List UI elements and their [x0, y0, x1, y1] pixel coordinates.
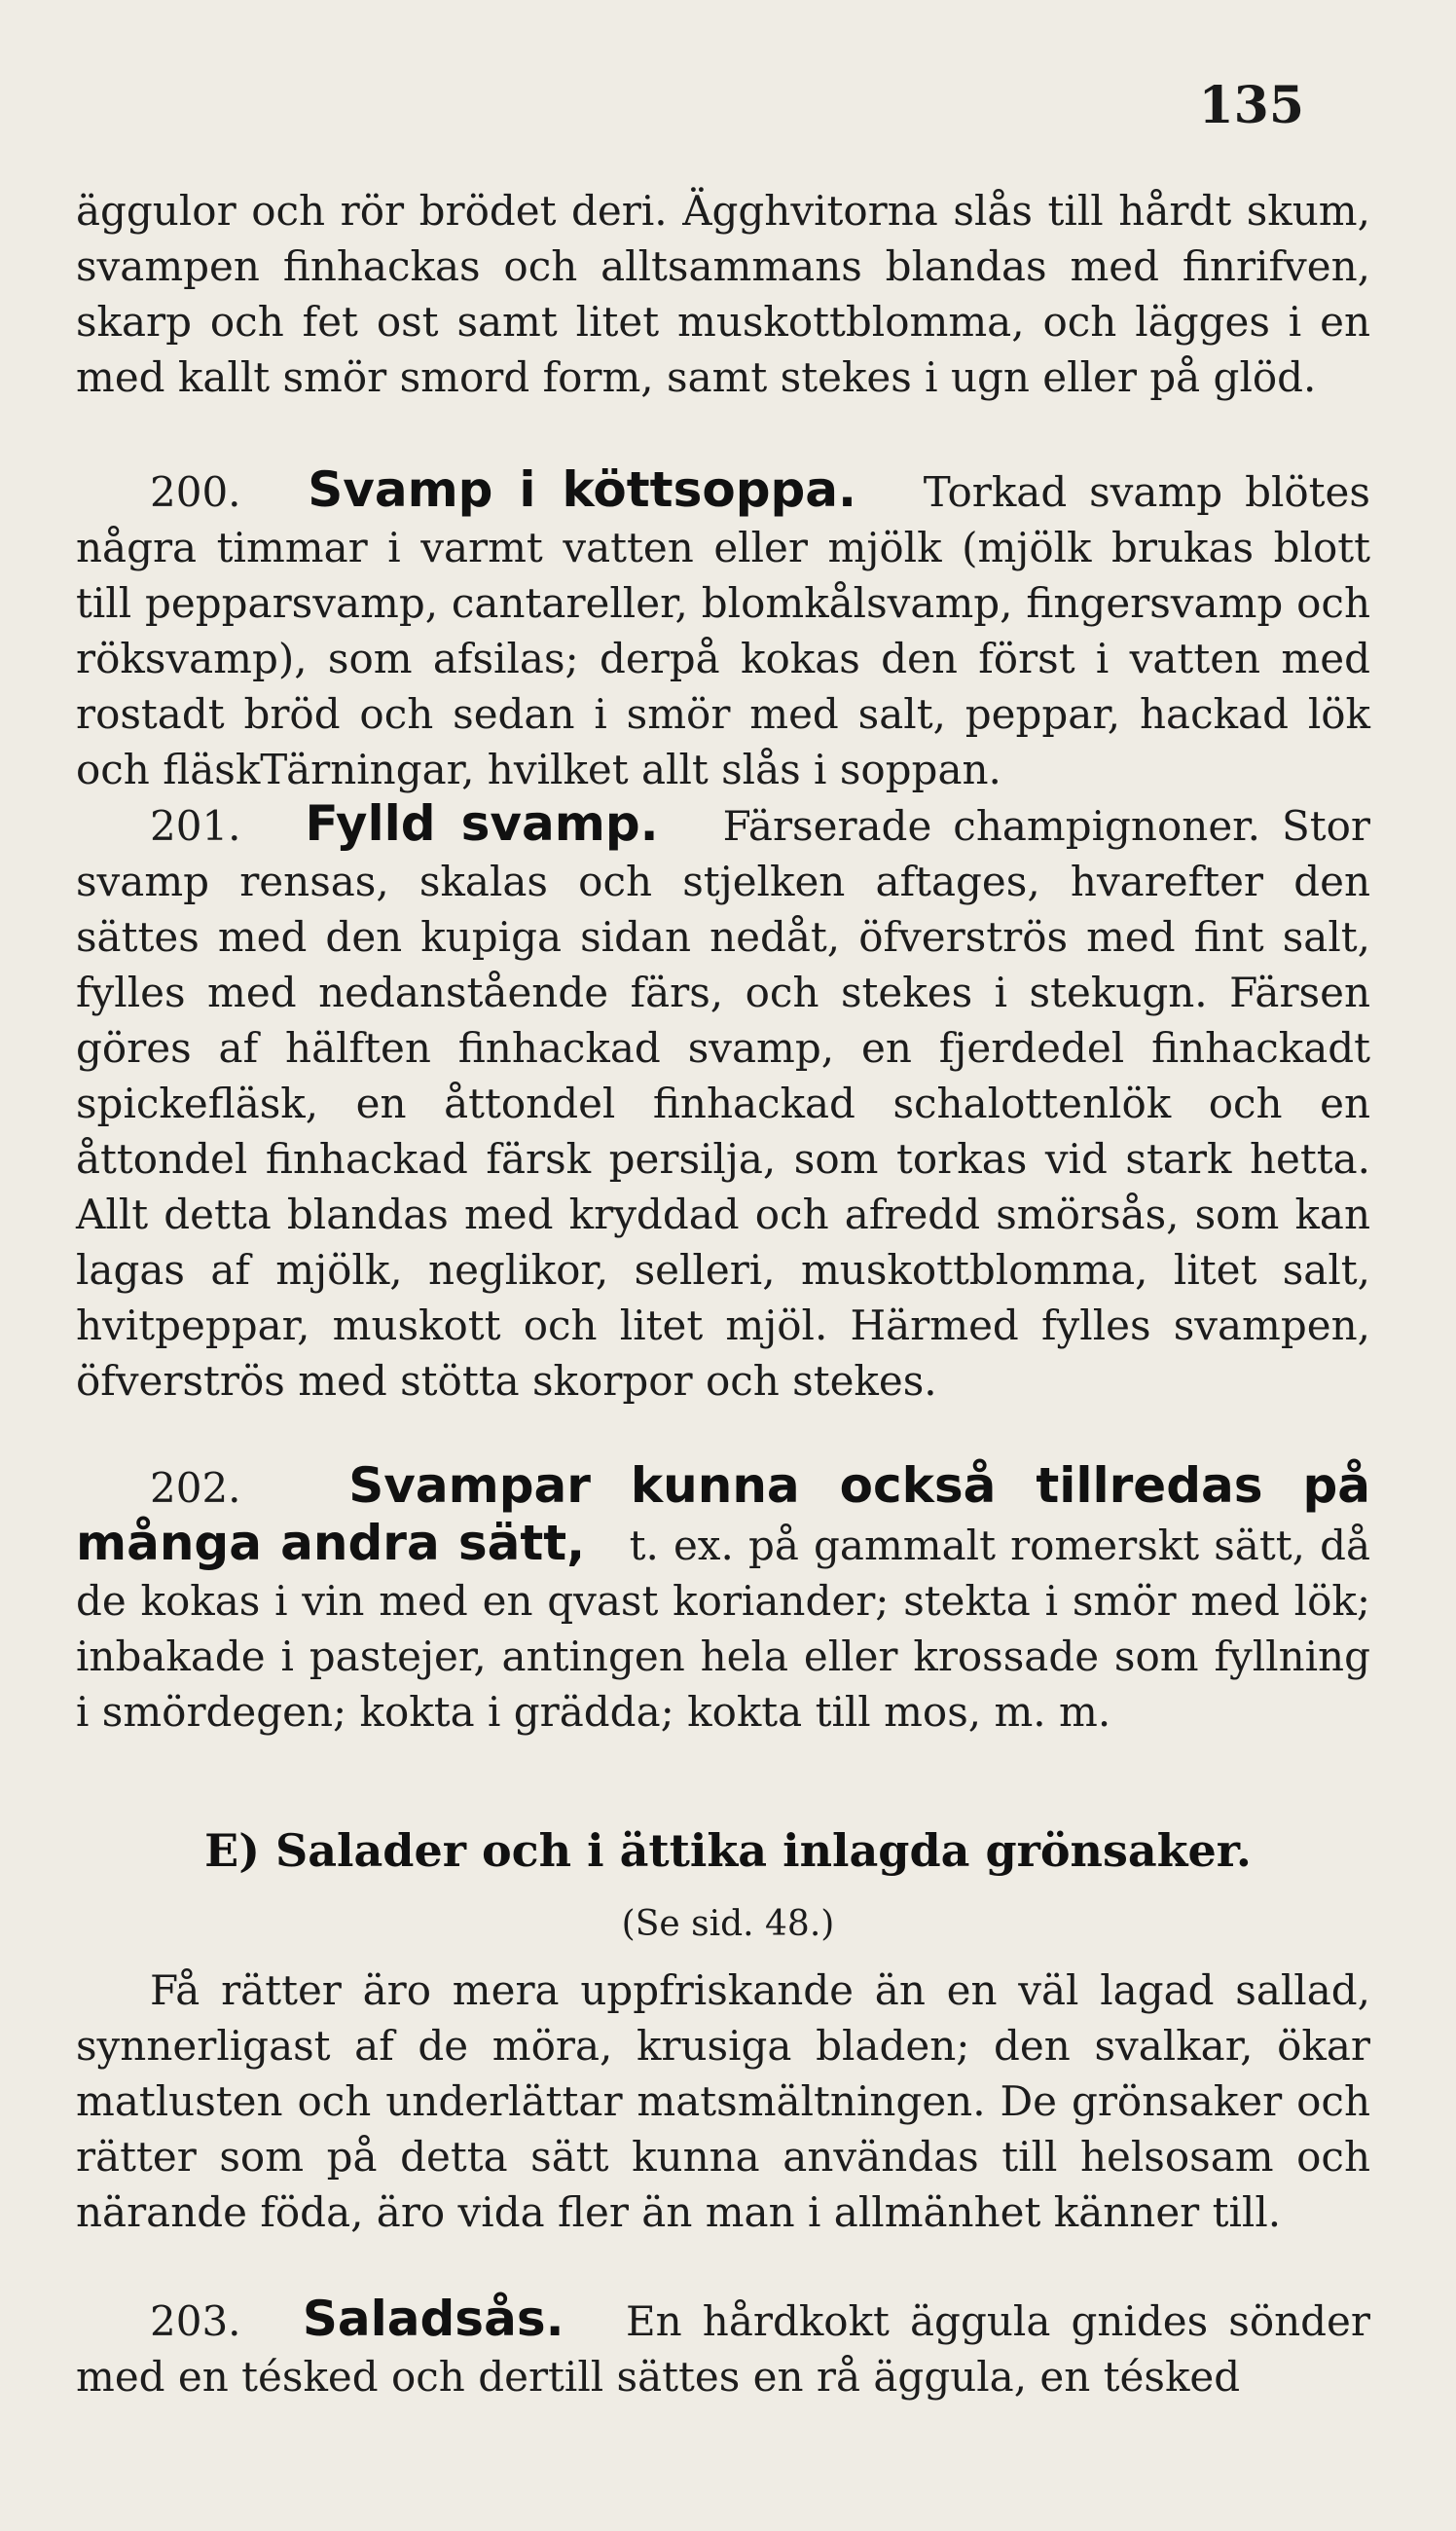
recipe-203	[76, 2292, 1370, 2404]
section-reference: (Se sid. 48.)	[621, 1904, 835, 1944]
intro-paragraph	[76, 183, 1370, 405]
recipe-number: 200.	[150, 468, 241, 516]
section-intro-text: Få rätter äro mera uppfriskande än en väl lagad sallad, synnerligast af de möra, krusiga bladen; den svalkar, ökar matlusten och underlättar matsmältningen. De grönsaker och rätter som på detta sätt kunna användas till helsosam och närande föda, äro vida fler än man i allmänhet känner till.	[76, 1966, 1370, 2236]
recipe-number: 203.	[150, 2297, 241, 2345]
section-intro	[76, 1962, 1370, 2240]
recipe-body: Torkad svamp blötes några timmar i varmt vatten eller mjölk (mjölk brukas blott till pepparsvamp, cantareller, blomkålsvamp, fingersvamp och röksvamp), som afsilas; derpå kokas den först i vatten med rostadt bröd och sedan i smör med salt, peppar, hackad lök och fläskTärningar, hvilket allt slås i soppan.	[76, 468, 1370, 793]
recipe-title: Svamp i köttsoppa.	[308, 461, 857, 518]
page-number: 135	[1198, 76, 1304, 135]
recipe-200	[76, 462, 1370, 797]
section-heading: E) Salader och i ättika inlagda grönsaker.	[204, 1824, 1252, 1877]
recipe-body: En hårdkokt äggula gnides sönder med en tésked och dertill sättes en rå äggula, en tésked	[76, 2297, 1370, 2401]
intro-text: äggulor och rör brödet deri. Ägghvitorna slås till hårdt skum, svampen finhackas och alltsammans blandas med finrifven, skarp och fet ost samt litet muskottblomma, och lägges i en med kallt smör smord form, samt stekes i ugn eller på glöd.	[76, 187, 1370, 401]
recipe-number: 202.	[150, 1464, 241, 1512]
recipe-201	[76, 796, 1370, 1409]
recipe-number: 201.	[150, 802, 241, 850]
recipe-title: Saladsås.	[302, 2291, 564, 2347]
recipe-body: Färserade champignoner. Stor svamp rensas, skalas och stjelken aftages, hvarefter den sättes med den kupiga sidan nedåt, öfverströs med fint salt, fylles med nedanstående färs, och stekes i stekugn. Färsen göres af hälften finhackad svamp, en fjerdedel finhackadt spickefläsk, en åttondel finhackad schalottenlök och en åttondel finhackad färsk persilja, som torkas vid stark hetta. Allt detta blandas med kryddad och afredd smörsås, som kan lagas af mjölk, neglikor, selleri, muskottblomma, litet salt, hvitpeppar, muskott och litet mjöl. Härmed fylles svampen, öfverströs med stötta skorpor och stekes.	[76, 802, 1370, 1405]
recipe-title: Fylld svamp.	[305, 795, 659, 852]
recipe-title: Svampar kunna också tillredas på många andra sätt,	[76, 1457, 1371, 1571]
recipe-202	[76, 1458, 1370, 1740]
recipe-body: t. ex. på gammalt romerskt sätt, då de kokas i vin med en qvast koriander; stekta i smör med lök; inbakade i pastejer, antingen hela eller krossade som fyllning i smördegen; kokta i grädda; kokta till mos, m. m.	[76, 1522, 1370, 1736]
